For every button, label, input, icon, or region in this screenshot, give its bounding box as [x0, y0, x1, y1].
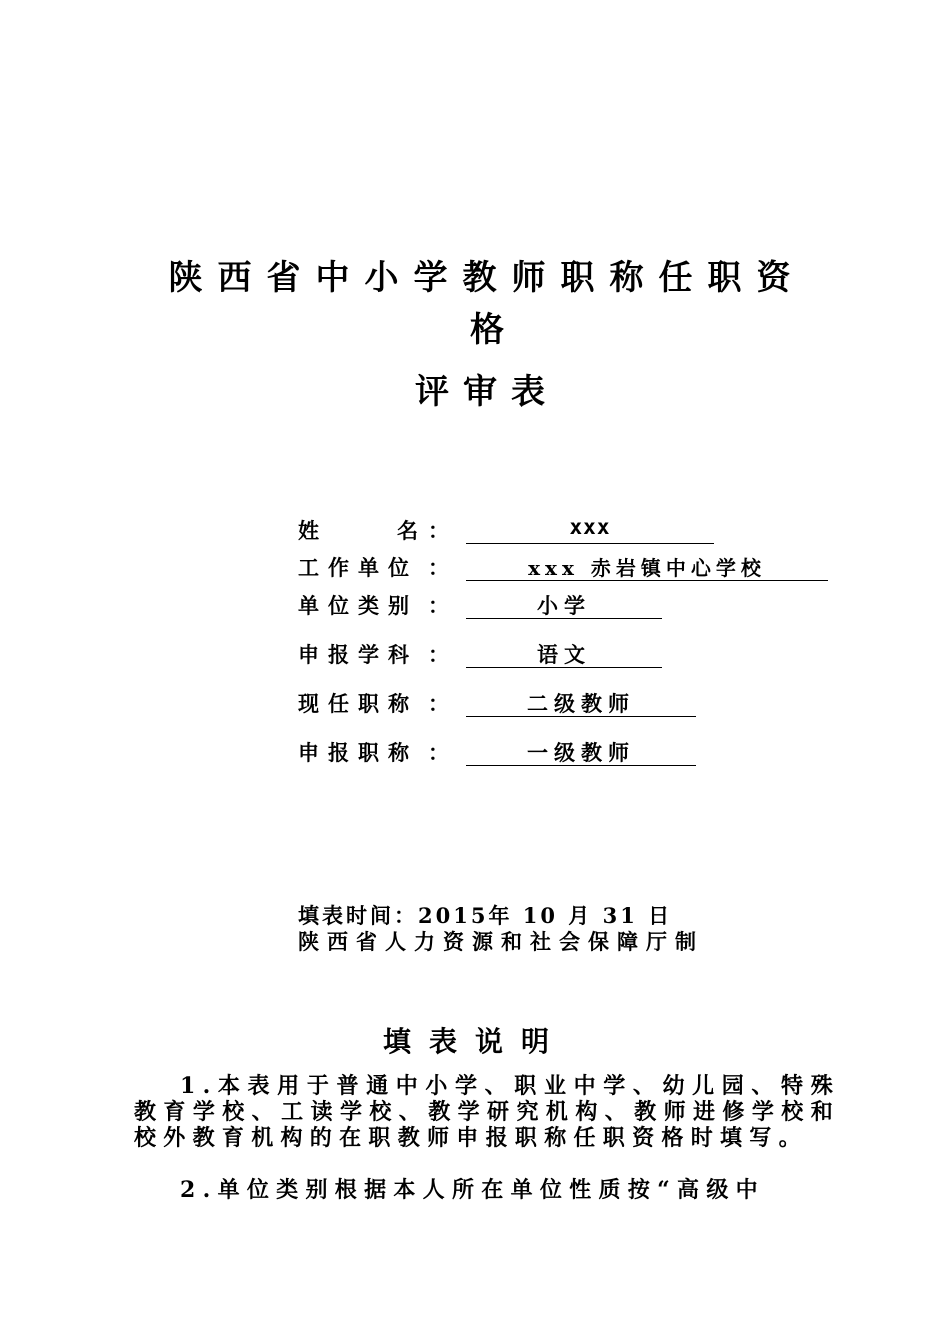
form-title-line-2: 格 [470, 310, 504, 350]
field-colon: ： [428, 691, 449, 716]
field-colon: ： [428, 593, 449, 618]
field-label-unit-category: 单位类别 [298, 593, 418, 618]
field-label-applied-title: 申报职称 [298, 740, 418, 765]
field-value-current-title: 二级教师 [466, 688, 696, 717]
field-label-name: 姓 名 [298, 518, 418, 543]
field-colon: ： [428, 740, 449, 765]
instruction-item-1: 1.本表用于普通中小学、职业中学、幼儿园、特殊教育学校、工读学校、教学研究机构、教师进修学校和校外教育机构的在职教师申报职称任职资格时填写。 [134, 1073, 840, 1151]
field-value-workplace: xxx 赤岩镇中心学校 [466, 552, 828, 581]
field-colon: ： [428, 555, 449, 580]
field-colon: ： [428, 518, 449, 543]
field-label-subject: 申报学科 [298, 642, 418, 667]
instructions-heading: 填表说明 [382, 1025, 567, 1058]
field-label-workplace: 工作单位 [298, 555, 418, 580]
field-value-unit-category: 小学 [466, 590, 662, 619]
issuer: 陕西省人力资源和社会保障厅制 [298, 929, 704, 954]
field-value-name: xxx [466, 515, 714, 544]
form-title-line-1: 陕西省中小学教师职称任职资 [168, 258, 806, 298]
field-colon: ： [428, 642, 449, 667]
field-value-subject: 语文 [466, 639, 662, 668]
form-subtitle: 评审表 [415, 372, 559, 412]
field-label-current-title: 现任职称 [298, 691, 418, 716]
fill-date: 填表时间：2015年 10 月 31 日 [298, 903, 673, 928]
instruction-item-2: 2.单位类别根据本人所在单位性质按“高级中 [180, 1177, 765, 1203]
field-value-applied-title: 一级教师 [466, 737, 696, 766]
